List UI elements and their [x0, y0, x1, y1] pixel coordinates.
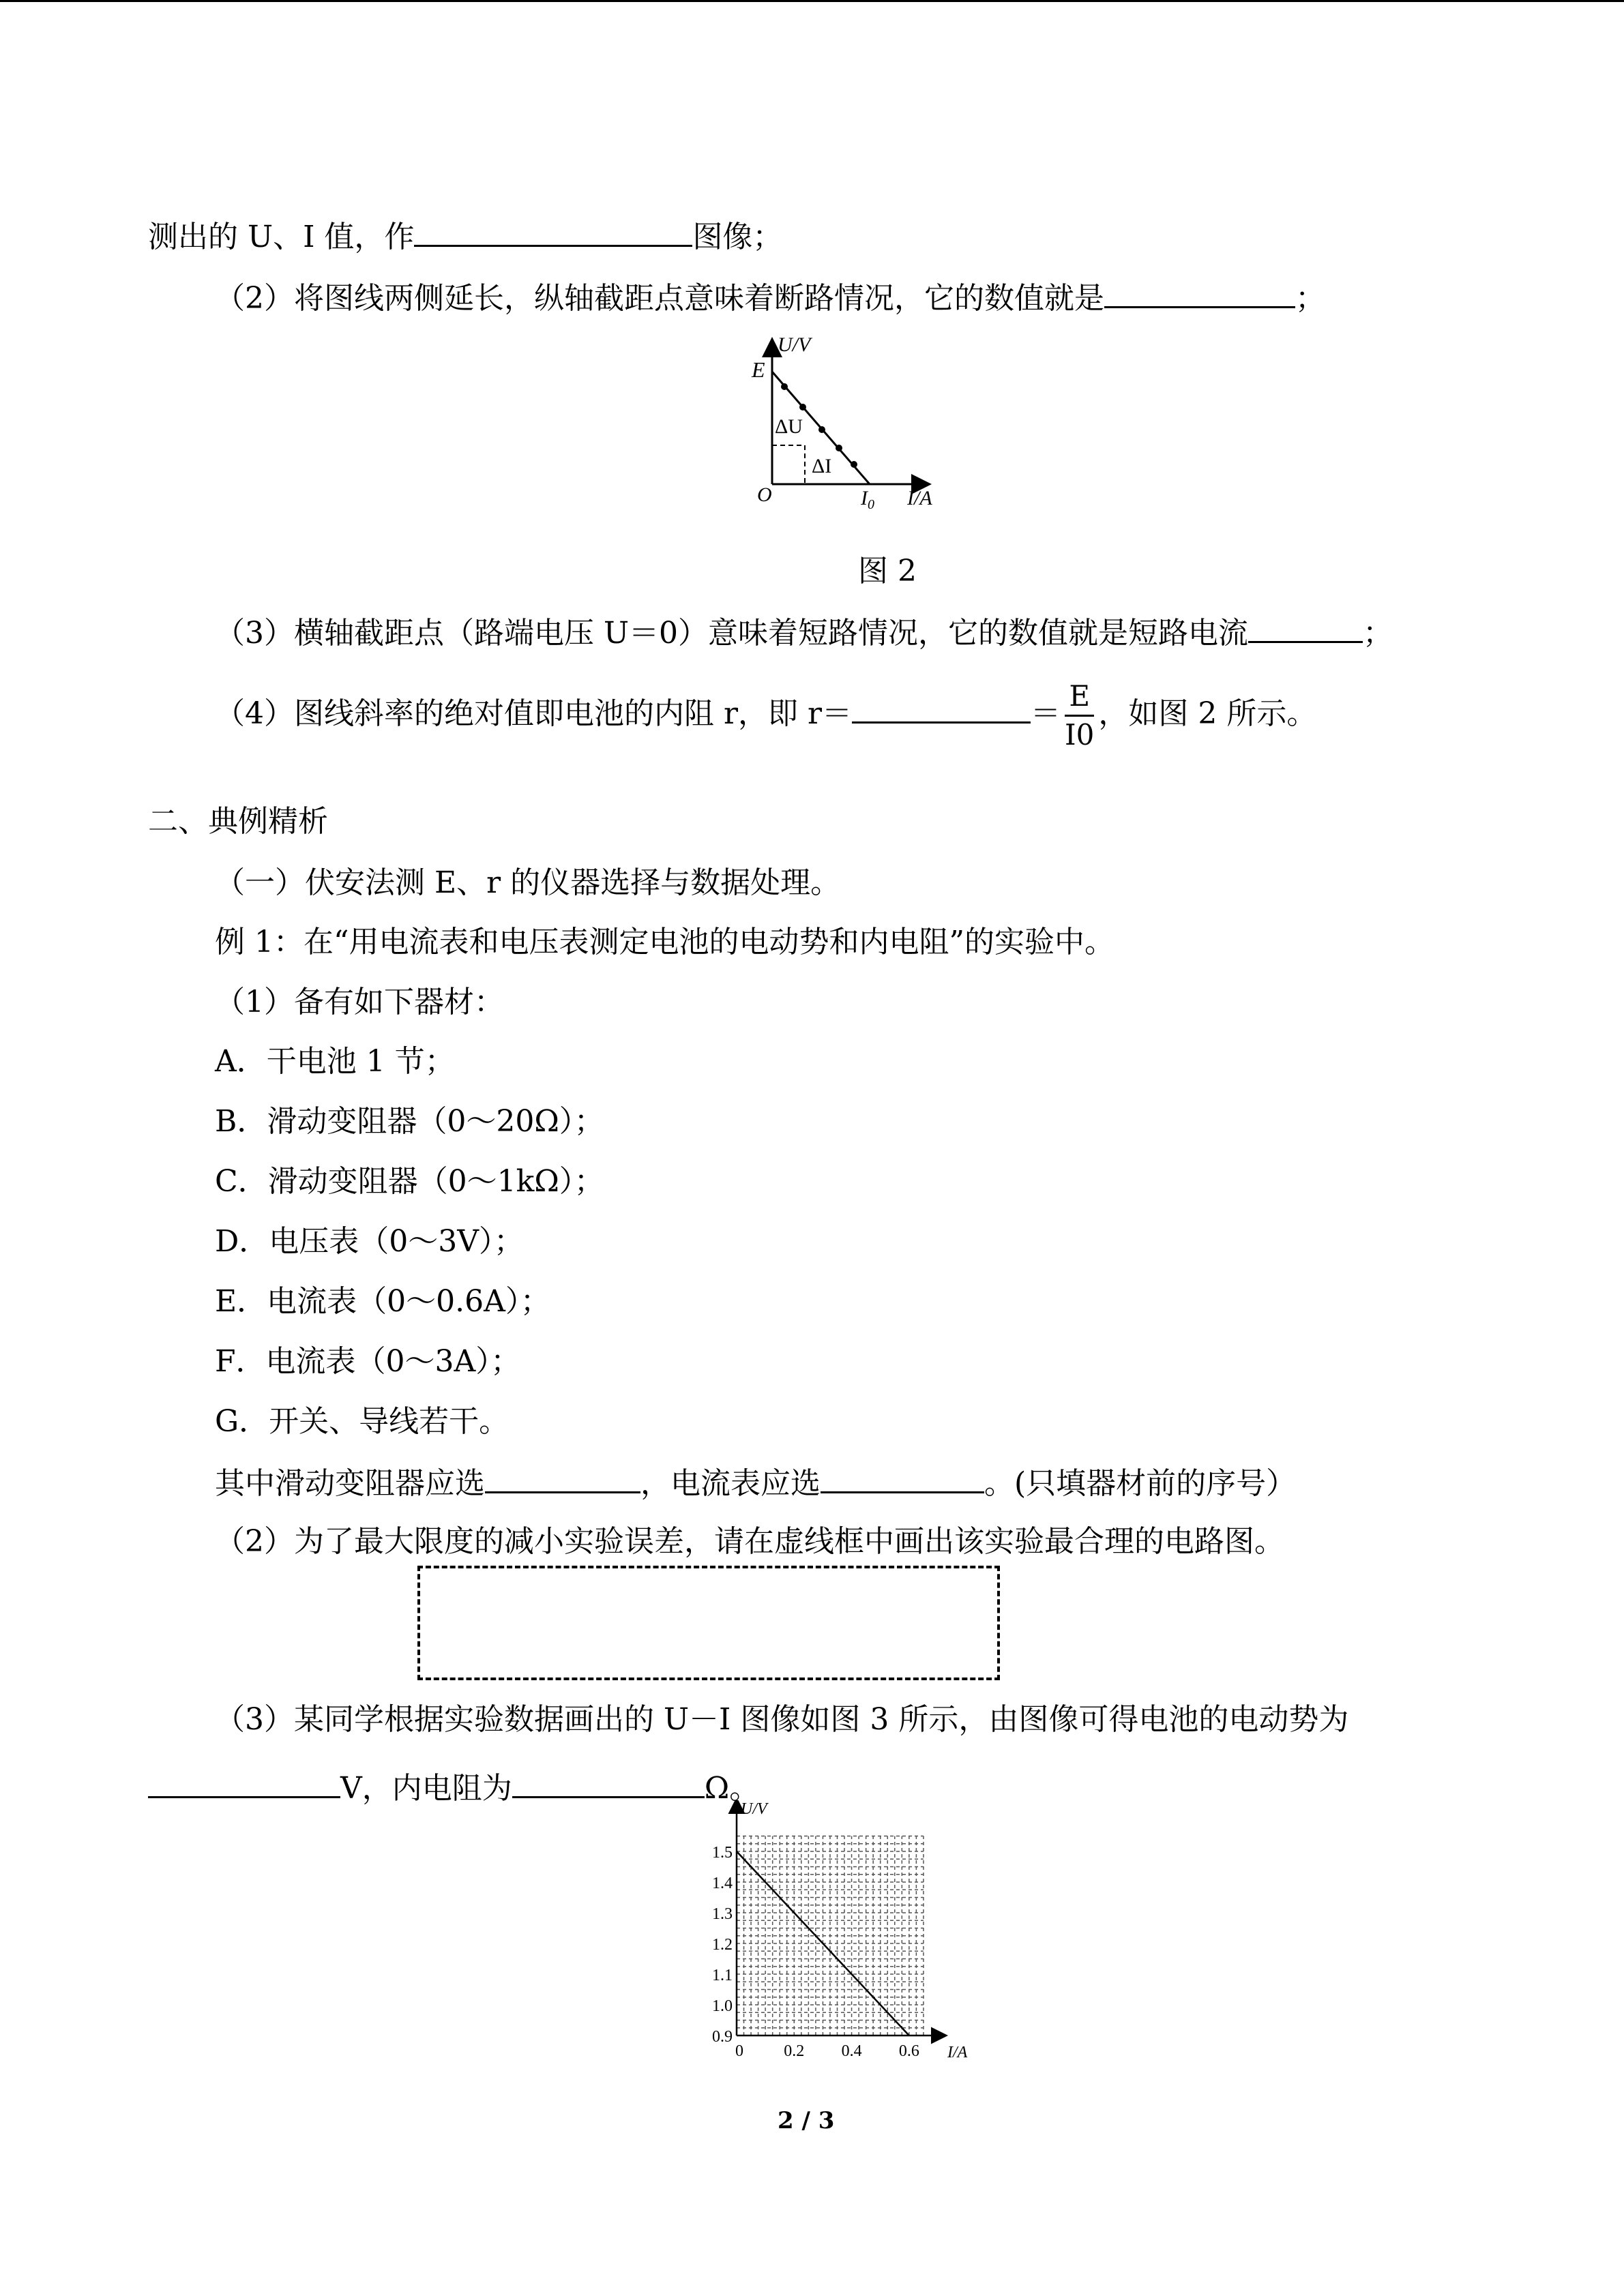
data-point	[851, 461, 857, 468]
y-tick-label: 1.2	[712, 1936, 733, 1954]
section-title: 二、典例精析	[148, 804, 328, 839]
x-axis-label: I/A	[947, 2044, 968, 2061]
x-axis-label: I/A	[907, 487, 932, 509]
y-tick-label: 0.9	[712, 2028, 733, 2046]
y-tick-label: 1.1	[712, 1967, 733, 1984]
item-c: C．滑动变阻器（0～1kΩ）；	[215, 1164, 604, 1199]
example-1-intro: 例 1：在“用电流表和电压表测定电池的电动势和内电阻”的实验中。	[215, 925, 1114, 959]
text: 其中滑动变阻器应选	[215, 1466, 485, 1501]
question-3-line-2	[148, 1766, 759, 1809]
answer-blank-resistance[interactable]	[512, 1766, 705, 1798]
question-2: （2）为了最大限度的减小实验误差，请在虚线框中画出该实验最合理的电路图。	[215, 1524, 1284, 1559]
theory-line-1	[148, 215, 782, 258]
text: 。(只填器材前的序号）	[984, 1466, 1297, 1501]
theory-line-3	[215, 611, 1393, 654]
fraction-e-over-i0	[1065, 678, 1094, 754]
data-point	[781, 383, 788, 390]
text: （3）横轴截距点（路端电压 U＝0）意味着短路情况，它的数值就是短路电流	[215, 616, 1249, 651]
answer-blank[interactable]	[852, 691, 1031, 724]
y-tick-label: 1.3	[712, 1905, 733, 1923]
y-tick-label: 1.4	[712, 1875, 733, 1892]
origin-label: O	[757, 483, 772, 506]
fraction-numerator: E	[1065, 678, 1094, 717]
data-point	[799, 404, 806, 411]
item-f: F．电流表（0～3A）；	[215, 1344, 521, 1379]
text: （2）将图线两侧延长，纵轴截距点意味着断路情况，它的数值就是	[215, 281, 1104, 316]
circuit-drawing-box[interactable]	[417, 1566, 1000, 1680]
text: ；	[1363, 616, 1393, 651]
answer-blank[interactable]	[1104, 276, 1295, 308]
theory-line-2	[215, 276, 1325, 319]
x-tick-label: 0.4	[841, 2042, 862, 2060]
answer-blank[interactable]	[1248, 611, 1363, 643]
x-tick-label: 0	[735, 2042, 743, 2060]
y-axis-label: U/V	[741, 1800, 767, 1818]
item-b: B．滑动变阻器（0～20Ω）；	[215, 1104, 604, 1139]
text: Ω。	[704, 1771, 760, 1806]
figure-2	[737, 331, 941, 518]
text: ，电流表应选	[640, 1466, 821, 1501]
text: 测出的 U、I 值，作	[148, 220, 415, 254]
page-number: 2 / 3	[778, 2107, 835, 2134]
answer-blank-rheostat[interactable]	[485, 1461, 640, 1493]
y-axis-label: U/V	[778, 333, 811, 356]
top-border	[0, 0, 1624, 2]
answer-blank[interactable]	[414, 215, 692, 247]
e-label: E	[752, 357, 765, 382]
fraction-denominator: I0	[1065, 718, 1095, 751]
x-tick-label: 0.6	[898, 2042, 919, 2060]
x-tick-label: 0.2	[784, 2042, 805, 2060]
text: ；	[1295, 281, 1325, 316]
item-d: D．电压表（0～3V）；	[215, 1224, 525, 1259]
i0-label: $I_0$	[861, 487, 874, 512]
text: （4）图线斜率的绝对值即电池的内阻 r，即 r＝	[215, 696, 853, 731]
question-3-line-1: （3）某同学根据实验数据画出的 U－I 图像如图 3 所示，由图像可得电池的电动势为	[215, 1702, 1349, 1737]
item-a: A．干电池 1 节；	[215, 1044, 455, 1079]
y-tick-label: 1.0	[712, 1997, 733, 2015]
text: ＝	[1031, 696, 1061, 731]
choose-line	[215, 1461, 1296, 1504]
text: V，内电阻为	[340, 1771, 512, 1806]
figure-3-ui-chart	[682, 1800, 996, 2073]
item-e: E．电流表（0～0.6A）；	[215, 1284, 550, 1319]
answer-blank-ammeter[interactable]	[821, 1461, 984, 1493]
answer-blank-emf[interactable]	[148, 1766, 340, 1798]
data-point	[818, 426, 825, 433]
delta-i-label: ΔI	[812, 455, 832, 477]
data-point	[836, 445, 842, 451]
y-tick-label: 1.5	[712, 1844, 733, 1862]
question-1: （1）备有如下器材：	[215, 985, 504, 1019]
delta-u-label: ΔU	[775, 415, 803, 438]
subsection-title: （一）伏安法测 E、r 的仪器选择与数据处理。	[215, 865, 841, 900]
text: ，如图 2 所示。	[1098, 696, 1317, 731]
figure-2-caption: 图 2	[858, 554, 917, 588]
theory-line-4	[215, 678, 1316, 754]
item-g: G．开关、导线若干。	[215, 1404, 510, 1439]
text: 图像；	[692, 220, 783, 254]
